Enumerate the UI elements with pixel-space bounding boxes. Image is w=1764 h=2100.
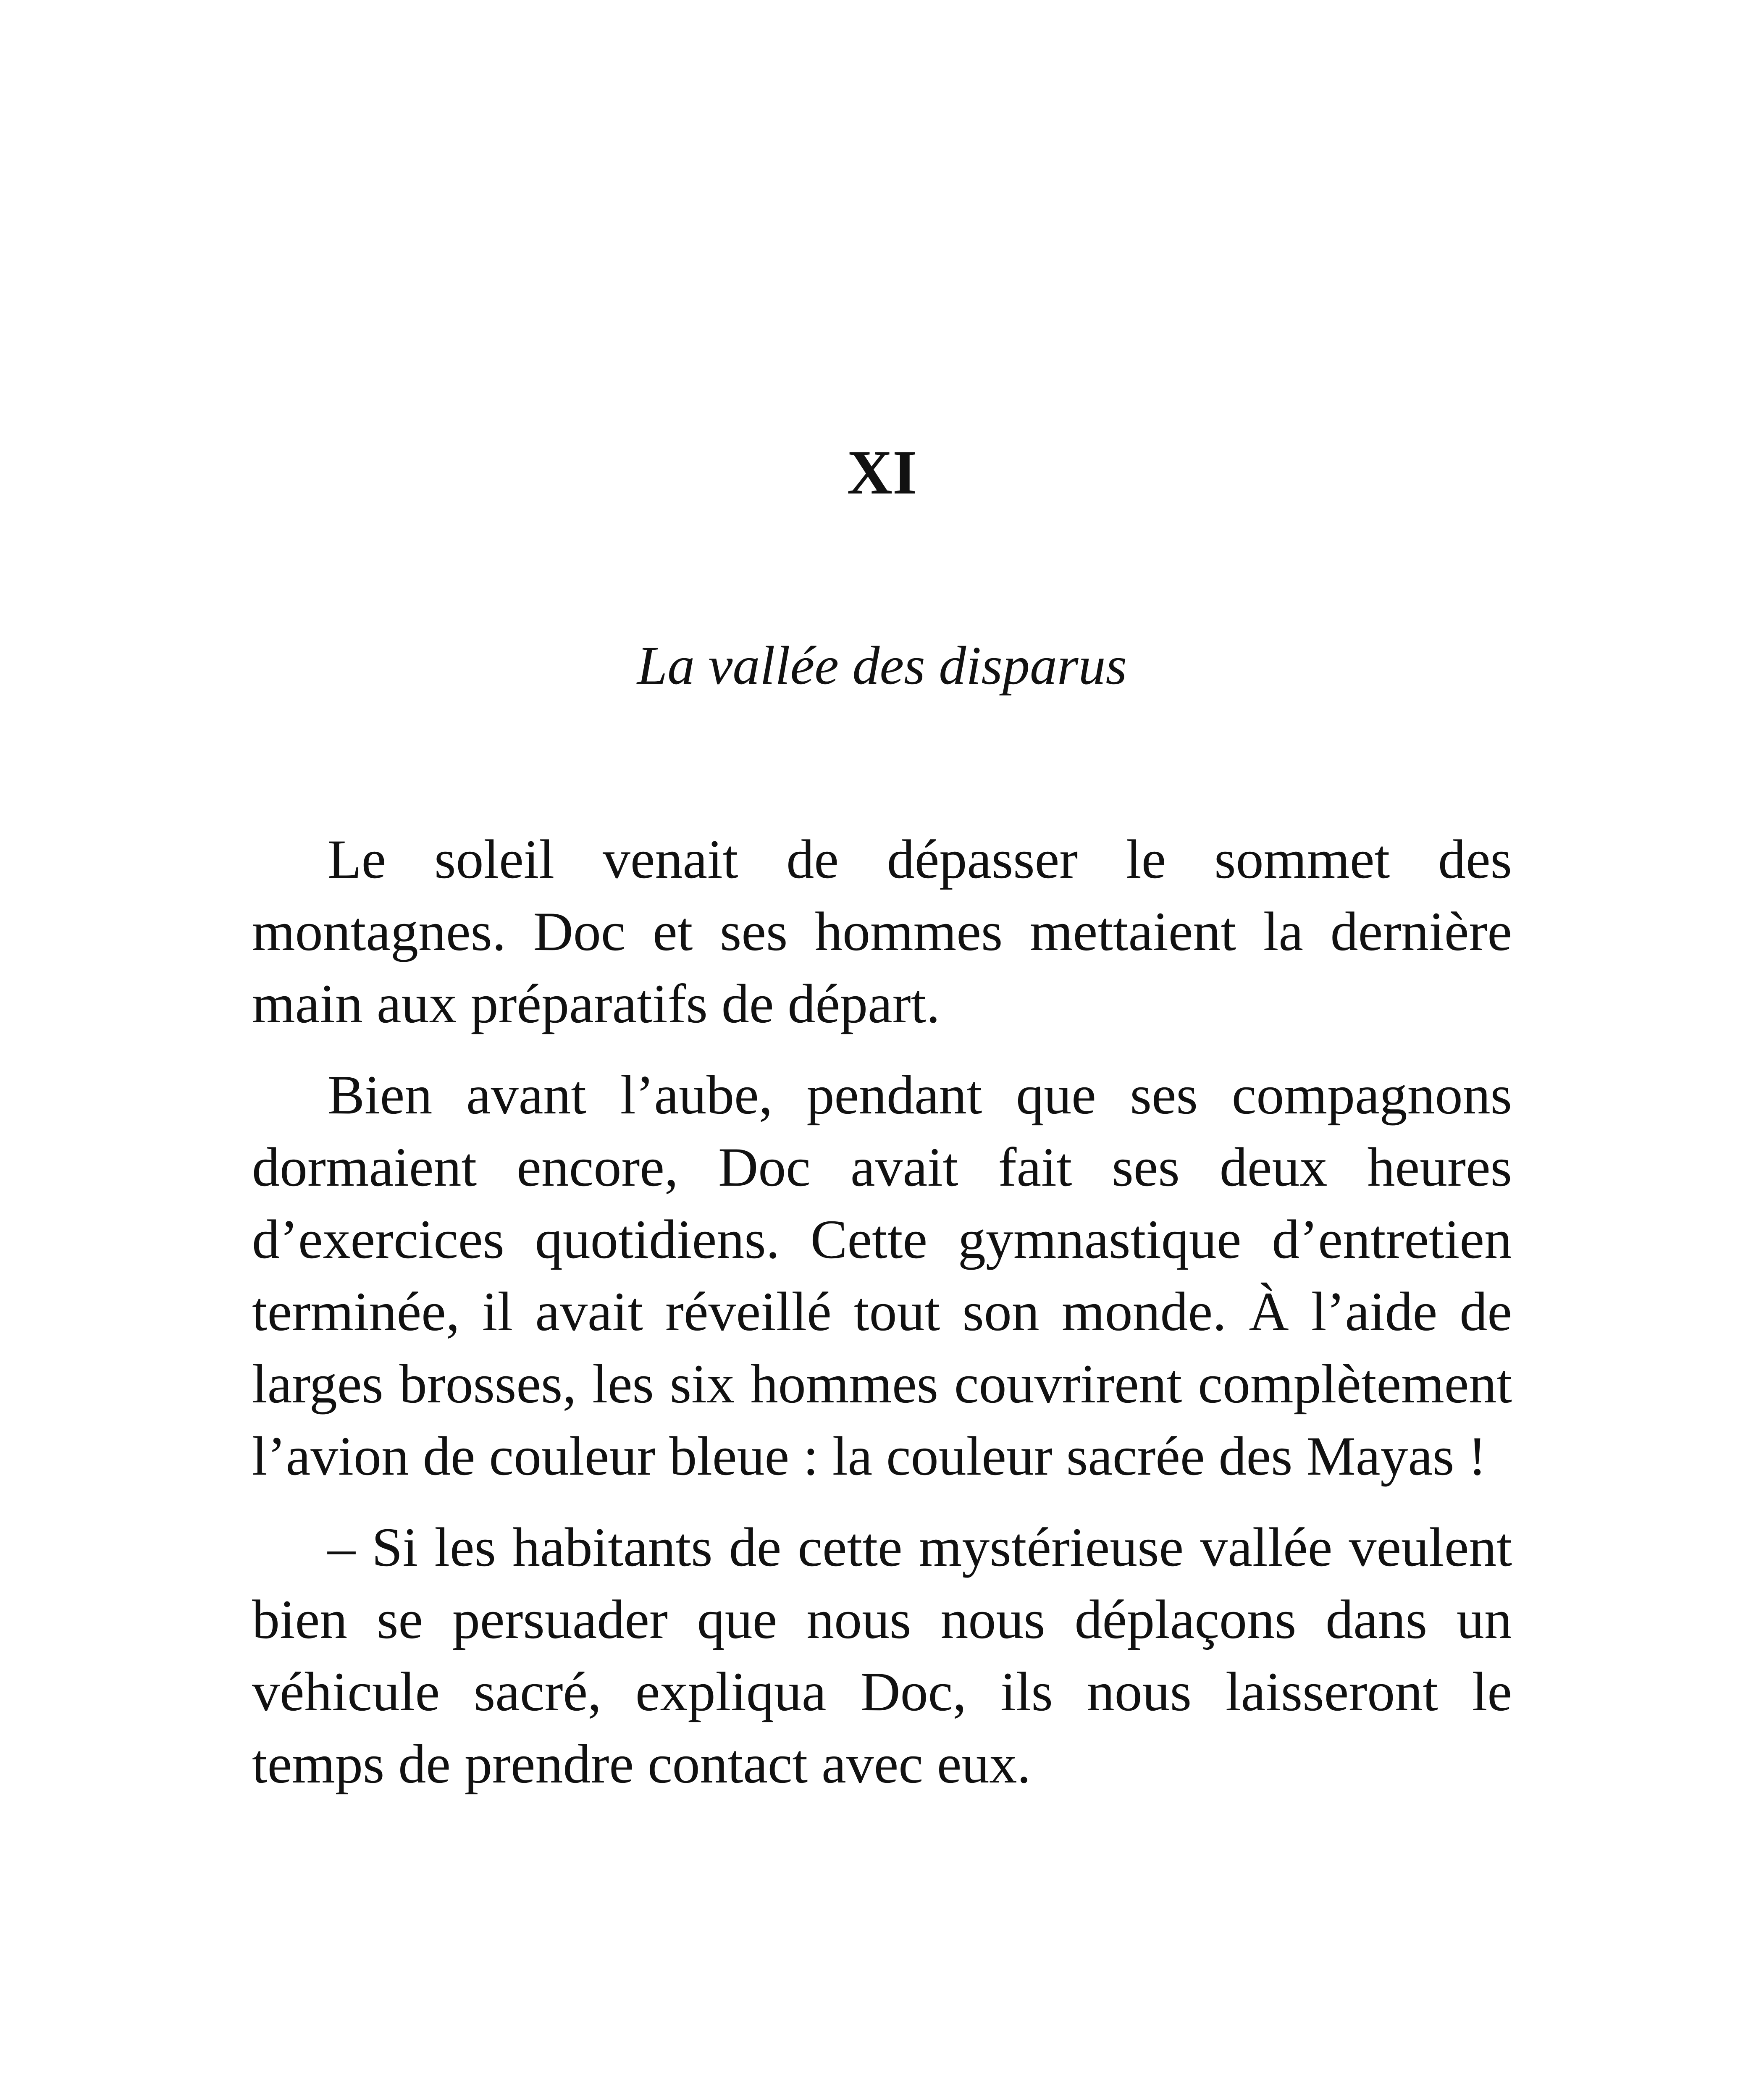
- chapter-number: XI: [847, 438, 917, 507]
- paragraph: Bien avant l’aube, pendant que ses compagnons dormaient encore, Doc avait fait ses deux heures d’exercices quotidiens. Cette gymnastique d’entretien terminée, il avait réveillé tout son monde. À l’aide de larges brosses, les six hommes couvrirent complètement l’avion de couleur bleue : la couleur sacrée des Mayas !: [252, 1064, 1512, 1487]
- chapter-title: La vallée des disparus: [637, 635, 1127, 696]
- paragraph: Le soleil venait de dépasser le sommet des montagnes. Doc et ses hommes mettaient la dernière main aux préparatifs de départ.: [252, 828, 1512, 1034]
- chapter-body: [252, 823, 1512, 1819]
- paragraph: – Si les habitants de cette mystérieuse vallée veulent bien se persuader que nous nous déplaçons dans un véhicule sacré, expliqua Doc, ils nous laisseront le temps de prendre contact avec eux.: [252, 1516, 1512, 1795]
